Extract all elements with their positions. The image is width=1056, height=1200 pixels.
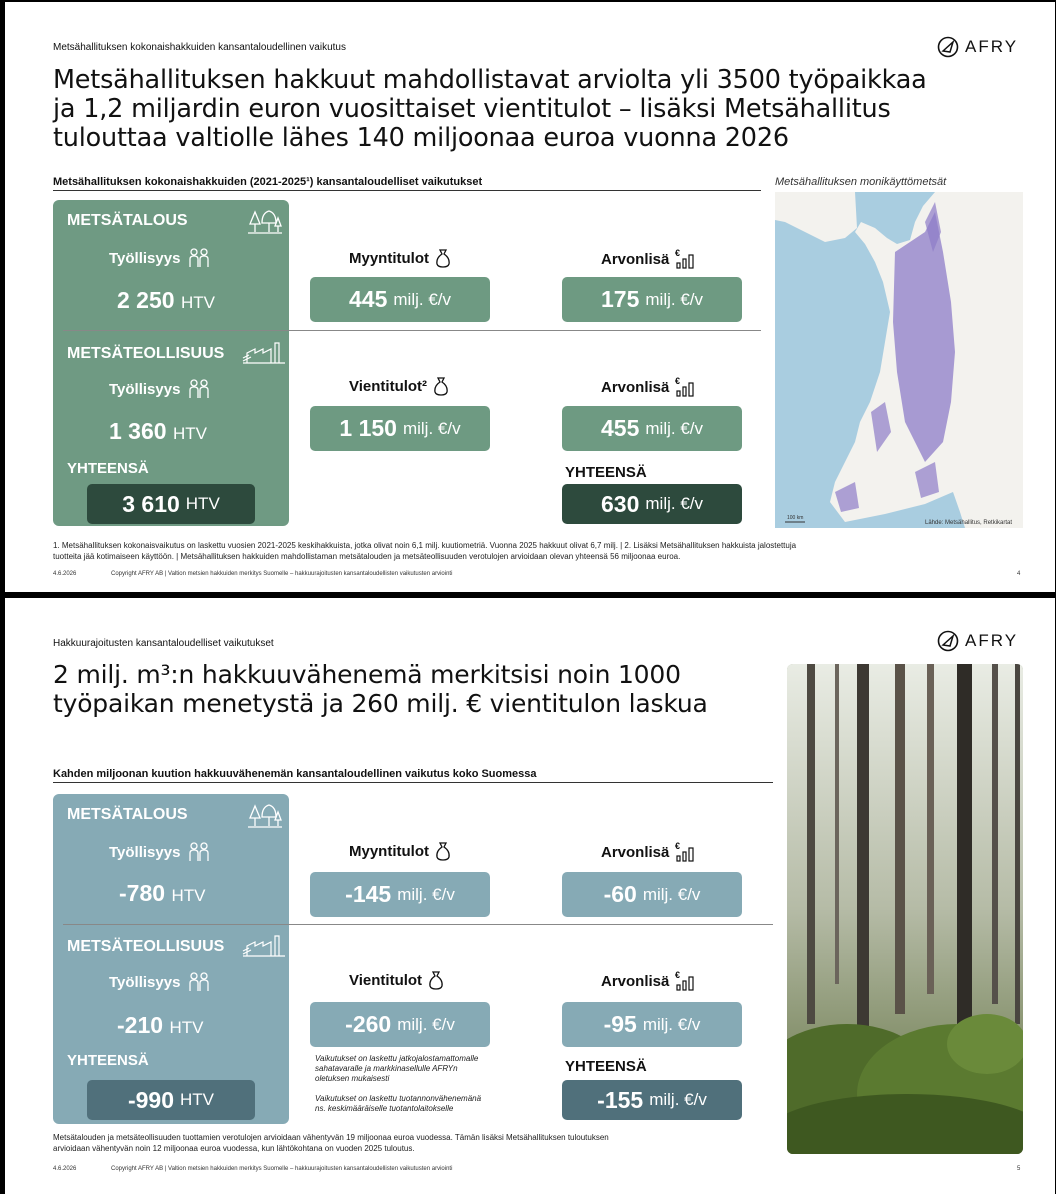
metsateollisuus-employment-label — [109, 379, 210, 399]
next-slide-edge — [0, 1194, 1056, 1200]
headline-line-3: tulouttaa valtiolle lähes 140 miljoonaa euroa vuonna 2026 — [53, 123, 789, 153]
finland-map-graphic — [775, 192, 1023, 528]
svg-text:€: € — [675, 970, 681, 980]
headline-line-2: ja 1,2 miljardin euron vuosittaiset vientitulot – lisäksi Metsähallitus — [53, 94, 891, 124]
label-text: Työllisyys — [109, 249, 181, 267]
finland-map — [775, 192, 1023, 528]
value-unit: milj. €/v — [645, 289, 703, 309]
euro-chart-icon — [675, 376, 697, 398]
metsateollisuus-title: METSÄTEOLLISUUS — [67, 938, 225, 955]
afry-logo-icon — [937, 630, 959, 652]
total-employment-label: YHTEENSÄ — [67, 1052, 149, 1069]
arvonlisa-2-label — [601, 376, 697, 398]
forest-photo — [787, 664, 1023, 1154]
label-text: Myyntitulot — [349, 842, 429, 860]
vientitulot-label — [349, 970, 444, 990]
metsatalous-employment-value — [119, 880, 205, 907]
footnote-line-1: Metsätalouden ja metsäteollisuuden tuottamien verotulojen arvioidaan vähentyvän 19 miljoonaa euroa vuodessa. Tämän lisäksi Metsähallituksen tuloutuksen — [53, 1133, 609, 1142]
label-text: Vientitulot — [349, 971, 423, 989]
slide-header: Metsähallituksen kokonaishakkuiden kansantaloudellinen vaikutus — [53, 42, 346, 53]
metsatalous-employment-label — [109, 248, 210, 268]
footer-copyright: Copyright AFRY AB | Valtion metsien hakkuiden merkitys Suomelle – hakkuurajoitusten kansantaloudellisten vaikutusten arviointi — [111, 571, 453, 577]
value-number: -990 — [127, 1086, 175, 1113]
map-title: Metsähallituksen monikäyttömetsät — [775, 176, 947, 188]
value-unit: HTV — [180, 293, 215, 312]
value-unit: milj. €/v — [645, 418, 703, 438]
total-employment-box — [87, 1080, 255, 1120]
arvonlisa-box — [562, 872, 742, 917]
value-number: 175 — [601, 286, 640, 312]
map-scale-label: 100 km — [787, 515, 804, 521]
people-icon — [188, 379, 210, 399]
metsatalous-employment-value — [117, 287, 215, 314]
headline-line-1: 2 milj. m³:n hakkuuvähenemä merkitsisi noin 1000 — [53, 660, 681, 689]
footnote-line-1: 1. Metsähallituksen kokonaisvaikutus on laskettu vuosien 2021-2025 keskihakkuista, jotka olivat noin 6,1 milj. kuutiometriä. Vuonna 2025 hakkuut olivat 6,7 milj. | 2. Lisäksi Metsähallituksen hakkuista jalostettuja — [53, 541, 797, 550]
value-number: 1 150 — [339, 415, 397, 441]
page-number: 5 — [1017, 1166, 1021, 1172]
metsatalous-title: METSÄTALOUS — [67, 212, 188, 229]
section-subtitle: Kahden miljoonan kuution hakkuuvähenemän kansantaloudellinen vaikutus koko Suomessa — [53, 768, 773, 783]
value-number: -780 — [119, 880, 166, 906]
footnote — [53, 1132, 773, 1154]
myyntitulot-label — [349, 248, 451, 268]
footer-date: 4.6.2026 — [53, 571, 77, 577]
total-employment-label: YHTEENSÄ — [67, 460, 149, 477]
eur-total-box — [562, 484, 742, 524]
value-unit: HTV — [180, 1090, 215, 1109]
afry-logo — [937, 36, 1018, 58]
note-line-1: Vaikutukset on laskettu tuotannonvähenemänä — [315, 1094, 482, 1103]
euro-chart-icon — [675, 841, 697, 863]
note-line-2: sahatavaralle ja markkinasellulle AFRYn — [315, 1064, 458, 1073]
footer-date: 4.6.2026 — [53, 1166, 77, 1172]
value-unit: HTV — [185, 494, 220, 513]
vientitulot-label — [349, 376, 449, 396]
metsateollisuus-employment-label — [109, 972, 210, 992]
value-number: 445 — [349, 286, 388, 312]
label-text: Arvonlisä — [601, 972, 670, 990]
footer-copyright: Copyright AFRY AB | Valtion metsien hakkuiden merkitys Suomelle – hakkuurajoitusten kansantaloudellisten vaikutusten arviointi — [111, 1166, 453, 1172]
value-unit: milj. €/v — [642, 884, 701, 904]
total-employment-box — [87, 484, 255, 524]
value-unit: milj. €/v — [642, 1014, 701, 1034]
value-number: -260 — [345, 1011, 392, 1037]
value-unit: milj. €/v — [402, 418, 461, 438]
label-text: Arvonlisä — [601, 378, 670, 396]
note-line-2: ns. keskimääräiselle tuotantolaitokselle — [315, 1104, 454, 1113]
label-text: Arvonlisä — [601, 250, 670, 268]
euro-chart-icon — [675, 970, 697, 992]
section-subtitle: Metsähallituksen kokonaishakkuiden (2021-2025¹) kansantaloudelliset vaikutukset — [53, 176, 761, 191]
arvonlisa-label — [601, 841, 697, 863]
value-number: -145 — [345, 881, 392, 907]
svg-text:€: € — [675, 376, 681, 386]
map-source: Lähde: Metsähallitus, Retkikartat — [925, 520, 1013, 526]
note-production — [315, 1094, 555, 1114]
money-bag-icon — [435, 248, 451, 268]
metsateollisuus-employment-value — [109, 418, 207, 445]
factory-icon — [241, 932, 287, 958]
forest-photo-graphic — [787, 664, 1023, 1154]
value-number: -155 — [597, 1086, 644, 1113]
arvonlisa-2-label — [601, 970, 697, 992]
metsateollisuus-employment-value — [117, 1012, 203, 1039]
value-number: 455 — [601, 415, 640, 441]
value-unit: milj. €/v — [649, 1090, 707, 1109]
svg-text:€: € — [675, 841, 681, 851]
metsateollisuus-title: METSÄTEOLLISUUS — [67, 345, 225, 362]
footnote — [53, 540, 1033, 562]
afry-logo-text: AFRY — [965, 631, 1019, 650]
arvonlisa-label — [601, 248, 697, 270]
headline-line-2: työpaikan menetystä ja 260 milj. € vientitulon laskua — [53, 689, 708, 718]
arvonlisa-2-box — [562, 1002, 742, 1047]
afry-logo — [937, 630, 1018, 652]
slide-header: Hakkuurajoitusten kansantaloudelliset vaikutukset — [53, 638, 274, 649]
value-number: 2 250 — [117, 287, 175, 313]
value-unit: milj. €/v — [397, 1014, 455, 1034]
people-icon — [188, 842, 210, 862]
eur-total-label: YHTEENSÄ — [565, 464, 647, 481]
money-bag-icon — [435, 841, 451, 861]
label-text: Arvonlisä — [601, 843, 670, 861]
metsatalous-title: METSÄTALOUS — [67, 806, 188, 823]
value-unit: milj. €/v — [393, 289, 451, 309]
row-divider — [63, 924, 773, 925]
value-number: 3 610 — [122, 490, 180, 517]
arvonlisa-2-box — [562, 406, 742, 451]
value-unit: milj. €/v — [397, 884, 455, 904]
label-text: Vientitulot² — [349, 377, 428, 395]
note-line-1: Vaikutukset on laskettu jatkojalostamattomalle — [315, 1054, 479, 1063]
eur-total-label: YHTEENSÄ — [565, 1058, 647, 1075]
slide-forest-impact — [5, 2, 1055, 592]
metsatalous-employment-label — [109, 842, 210, 862]
afry-logo-icon — [937, 36, 959, 58]
page-title — [53, 66, 1033, 153]
footnote-line-2: tuotteita jää kotimaiseen käyttöön. | Metsähallituksen hakkuiden mahdollistaman metsätalouden ja metsäteollisuuden verotulojen arvioidaan olevan yhteensä 56 miljoonaa euroa. — [53, 552, 681, 561]
value-unit: milj. €/v — [645, 494, 703, 513]
svg-text:€: € — [675, 248, 681, 258]
headline-line-1: Metsähallituksen hakkuut mahdollistavat arviolta yli 3500 työpaikkaa — [53, 65, 927, 95]
vientitulot-box — [310, 406, 490, 451]
value-number: -60 — [603, 881, 637, 907]
slide-restriction-impact — [5, 598, 1055, 1194]
money-bag-icon — [433, 376, 449, 396]
row-divider — [63, 330, 761, 331]
value-unit: HTV — [171, 886, 206, 905]
eur-total-box — [562, 1080, 742, 1120]
money-bag-icon — [428, 970, 444, 990]
factory-icon — [241, 339, 287, 365]
label-text: Työllisyys — [109, 380, 181, 398]
label-text: Työllisyys — [109, 843, 181, 861]
arvonlisa-box — [562, 277, 742, 322]
euro-chart-icon — [675, 248, 697, 270]
value-number: 630 — [601, 490, 640, 517]
people-icon — [188, 972, 210, 992]
value-number: -210 — [117, 1012, 164, 1038]
value-number: -95 — [603, 1011, 637, 1037]
trees-icon — [247, 206, 283, 236]
afry-logo-text: AFRY — [965, 37, 1019, 56]
myyntitulot-box — [310, 872, 490, 917]
myyntitulot-label — [349, 841, 451, 861]
trees-icon — [247, 800, 283, 830]
value-unit: HTV — [172, 424, 207, 443]
footnote-line-2: arvioidaan vähentyvän noin 12 miljoonaa euroa vuodessa, kun lähtökohtana on vuoden 2025 tuloutus. — [53, 1144, 415, 1153]
page-title — [53, 660, 773, 718]
people-icon — [188, 248, 210, 268]
label-text: Myyntitulot — [349, 249, 429, 267]
value-number: 1 360 — [109, 418, 167, 444]
label-text: Työllisyys — [109, 973, 181, 991]
note-line-3: oletuksen mukaisesti — [315, 1074, 390, 1083]
note-sawn-timber — [315, 1054, 555, 1084]
myyntitulot-box — [310, 277, 490, 322]
page-number: 4 — [1017, 571, 1021, 577]
vientitulot-box — [310, 1002, 490, 1047]
value-unit: HTV — [169, 1018, 204, 1037]
